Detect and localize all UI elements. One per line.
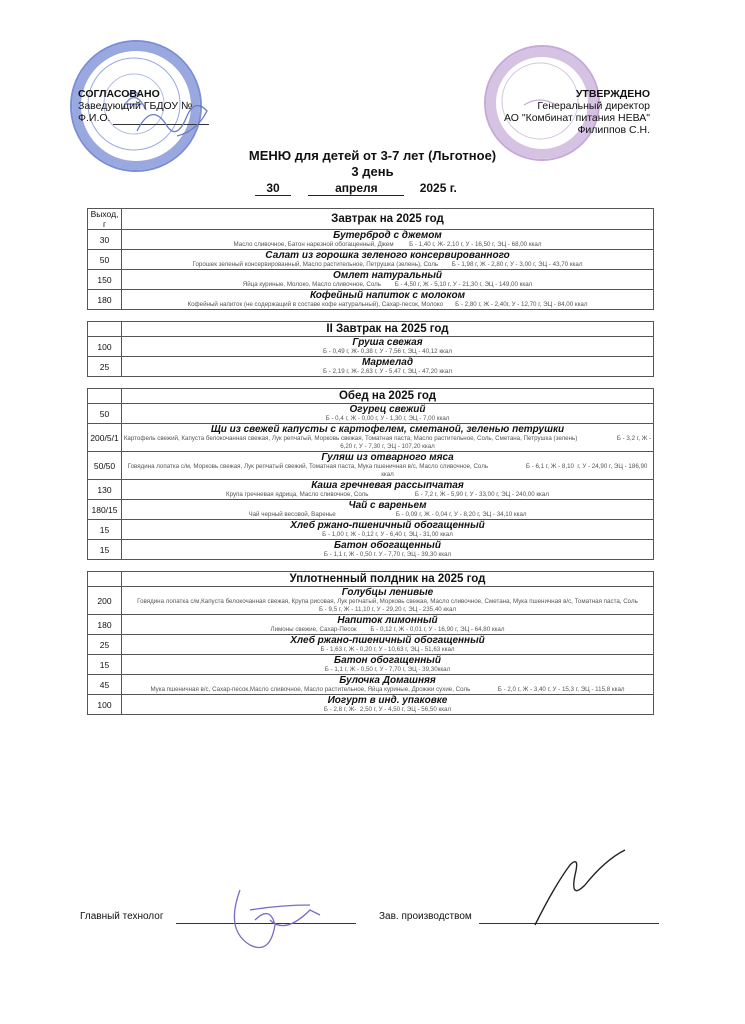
dish-name: Хлеб ржано-пшеничный обогащенный <box>290 520 485 531</box>
menu-item-row <box>88 452 654 480</box>
section-gap <box>88 310 654 322</box>
dish-ingredients: Кофейный напиток (не содержащий в составе кофе натуральный), Сахар-песок, Молоко Б - 2,80 г, Ж - 2,40г, У - 12,70 г, ЭЦ - 84,00 ккал <box>187 301 588 308</box>
dish-name: Голубцы ленивые <box>341 587 434 598</box>
section-header-row <box>88 322 654 337</box>
section-header-row <box>88 389 654 404</box>
item-output: 45 <box>88 675 122 695</box>
dish-name: Мармелад <box>361 357 414 368</box>
approval-right-name: Филиппов С.Н. <box>577 124 650 136</box>
dish-ingredients: Лимоны свежие, Сахар-Песок Б - 0,12 г, Ж - 0,01 г, У - 16,90 г, ЭЦ - 64,80 ккал <box>270 626 505 633</box>
date-day: 30 <box>255 181 291 196</box>
dish-ingredients: Яйца куриные, Молоко, Масло сливочное, Соль Б - 4,50 г, Ж - 5,10 г, У - 21,30 г, ЭЦ - 149,00 ккал <box>242 281 533 288</box>
menu-item-row <box>88 695 654 715</box>
approval-right-title: УТВЕРЖДЕНО <box>575 88 650 100</box>
dish-name: Бутерброд с джемом <box>333 230 442 241</box>
section-header-row <box>88 572 654 587</box>
dish-ingredients: Мука пшеничная в/с, Сахар-песок,Масло сливочное, Масло растительное, Яйца куриные, Дрожжи сухие, Соль Б - 2,0 г, Ж - 3,40 г, У - 15,3 г, ЭЦ - 115,8 ккал <box>150 686 625 693</box>
date-year: 2025 г. <box>419 181 457 195</box>
item-output: 200/5/1 <box>88 424 122 452</box>
dish-name: Булочка Домашняя <box>339 675 436 686</box>
item-output: 200 <box>88 587 122 615</box>
footer-right-signature <box>520 830 640 940</box>
item-output: 25 <box>88 635 122 655</box>
dish-name: Щи из свежей капусты с картофелем, сметаной, зеленью петрушки <box>210 424 565 435</box>
dish-name: Груша свежая <box>352 337 423 348</box>
item-output: 50 <box>88 404 122 424</box>
item-output: 15 <box>88 520 122 540</box>
dish-name: Батон обогащенный <box>334 540 441 551</box>
output-column-header: Выход, г <box>88 209 122 230</box>
dish-name: Чай с вареньем <box>348 500 427 511</box>
item-output: 100 <box>88 695 122 715</box>
section-title: II Завтрак на 2025 год <box>326 323 449 335</box>
menu-day: 3 день <box>351 164 394 179</box>
footer-left-signature <box>220 880 340 960</box>
dish-ingredients: Б - 1,00 г, Ж - 0,12 г, У - 6,40 г, ЭЦ - 31,00 ккал <box>322 531 453 538</box>
dish-name: Напиток лимонный <box>337 615 438 626</box>
menu-item-row <box>88 655 654 675</box>
item-output: 180 <box>88 615 122 635</box>
menu-item-row <box>88 540 654 560</box>
menu-item-row <box>88 587 654 615</box>
approval-right <box>504 88 650 136</box>
dish-name: Кофейный напиток с молоком <box>309 290 465 301</box>
date-month: апреля <box>308 181 404 196</box>
menu-item-row <box>88 250 654 270</box>
menu-item-row <box>88 270 654 290</box>
approval-right-org: АО "Комбинат питания НЕВА" <box>504 112 650 124</box>
item-output: 180/15 <box>88 500 122 520</box>
menu-item-row <box>88 337 654 357</box>
approval-left-name: Ф.И.О. <box>78 112 111 124</box>
dish-ingredients: Картофель свежий, Капуста белокочанная свежая, Лук репчатый, Морковь свежая, Томатная паста, Масло растительное, Соль, Сметана, Петрушка (зелень) Б - 3,2 г, Ж - 6,20 г, У - 7,30 г, ЭЦ - 107,20 ккал <box>123 435 653 450</box>
dish-name: Каша гречневая рассыпчатая <box>311 480 464 491</box>
menu-item-row <box>88 500 654 520</box>
section-title: Уплотненный полдник на 2025 год <box>289 573 486 585</box>
dish-ingredients: Говядина лопатка с/м,Капуста белокочанная свежая, Крупа рисовая, Лук репчатый, Морковь свежая, Масло сливочное, Сметана, Мука пшеничная в/с, Томатная паста, Соль Б - 9,5 г, Ж - 11,10 г, У - 29,20 г, ЭЦ - 235,40 ккал <box>137 598 711 613</box>
menu-item-row <box>88 520 654 540</box>
menu-table <box>87 208 711 715</box>
footer-left-label: Главный технолог <box>80 911 164 922</box>
dish-ingredients: Б - 2,8 г, Ж- 2,50 г, У - 4,50 г, ЭЦ - 56,50 ккал <box>323 706 452 713</box>
dish-name: Омлет натуральный <box>332 270 443 281</box>
item-output: 50 <box>88 250 122 270</box>
left-signature <box>132 96 222 146</box>
dish-ingredients: Б - 1,1 г, Ж - 0,50 г, У - 7,70 г, ЭЦ - 39,30ккал <box>324 666 451 673</box>
item-output: 180 <box>88 290 122 310</box>
dish-name: Иогурт в инд. упаковке <box>327 695 448 706</box>
dish-ingredients: Б - 0,4 г, Ж - 0,00 г, У - 1,30 г, ЭЦ - 7,00 ккал <box>325 415 450 422</box>
section-header-row <box>88 209 654 230</box>
item-output: 30 <box>88 230 122 250</box>
section-title: Обед на 2025 год <box>338 390 437 402</box>
section-gap <box>88 560 654 572</box>
menu-item-row <box>88 230 654 250</box>
menu-date <box>255 181 457 196</box>
item-output: 100 <box>88 337 122 357</box>
dish-name: Салат из горошка зеленого консервированного <box>265 250 510 261</box>
menu-title: МЕНЮ для детей от 3-7 лет (Льготное) <box>248 148 497 163</box>
section-title: Завтрак на 2025 год <box>331 213 444 225</box>
dish-ingredients: Б - 1,63 г, Ж - 0,20 г, У - 10,63 г, ЭЦ - 51,63 ккал <box>320 646 455 653</box>
footer-right-label: Зав. производством <box>379 911 472 922</box>
dish-name: Хлеб ржано-пшеничный обогащенный <box>290 635 485 646</box>
menu-item-row <box>88 480 654 500</box>
item-output: 15 <box>88 540 122 560</box>
approval-left-position: Заведующий ГБДОУ № <box>78 100 193 112</box>
section-gap <box>88 377 654 389</box>
approval-left-title: СОГЛАСОВАНО <box>78 88 160 100</box>
dish-name: Батон обогащенный <box>334 655 441 666</box>
approval-right-position: Генеральный директор <box>537 100 650 112</box>
menu-item-row <box>88 357 654 377</box>
item-output: 25 <box>88 357 122 377</box>
dish-ingredients: Крупа гречневая ядрица, Масло сливочное, Соль Б - 7,2 г, Ж - 5,90 г, У - 33,00 г, ЭЦ - 240,00 ккал <box>226 491 549 498</box>
item-output: 50/50 <box>88 452 122 480</box>
dish-ingredients: Б - 2,19 г, Ж- 2,63 г, У - 5,47 г, ЭЦ - 47,20 ккал <box>323 368 452 375</box>
dish-name: Гуляш из отварного мяса <box>321 452 454 463</box>
dish-ingredients: Чай черный весовой, Варенье Б - 0,09 г, Ж - 0,04 г, У - 8,20 г, ЭЦ - 34,10 ккал <box>248 511 527 518</box>
dish-name: Огурец свежий <box>349 404 426 415</box>
dish-ingredients: Б - 0,49 г, Ж- 0,38 г, У - 7,56 г, ЭЦ - 40,12 ккал <box>323 348 452 355</box>
dish-ingredients: Горошек зеленый консервированный, Масло растительное, Петрушка (зелень), Соль Б - 1,98 г, Ж - 2,80 г, У - 3,00 г, ЭЦ - 43,70 ккал <box>192 261 583 268</box>
menu-item-row <box>88 404 654 424</box>
dish-ingredients: Говядина лопатка с/м, Морковь свежая, Лук репчатый свежий, Томатная паста, Мука пшеничная в/с, Масло сливочное, Соль Б - 6,1 г, Ж - 8,10 г, У - 24,90 г, ЭЦ - 186,90 ккал <box>127 463 650 478</box>
item-output: 15 <box>88 655 122 675</box>
menu-item-row <box>88 675 654 695</box>
menu-item-row <box>88 424 654 452</box>
menu-item-row <box>88 615 654 635</box>
item-output: 150 <box>88 270 122 290</box>
menu-item-row <box>88 290 654 310</box>
menu-item-row <box>88 635 654 655</box>
dish-ingredients: Б - 1,1 г, Ж - 0,50 г. У - 7,70 г, ЭЦ - 39,30 ккал <box>323 551 452 558</box>
dish-ingredients: Масло сливочное, Батон нарезной обогащенный, Джем Б - 1,40 г, Ж- 2,10 г, У - 16,50 г, ЭЦ - 68,00 ккал <box>233 241 542 248</box>
item-output: 130 <box>88 480 122 500</box>
